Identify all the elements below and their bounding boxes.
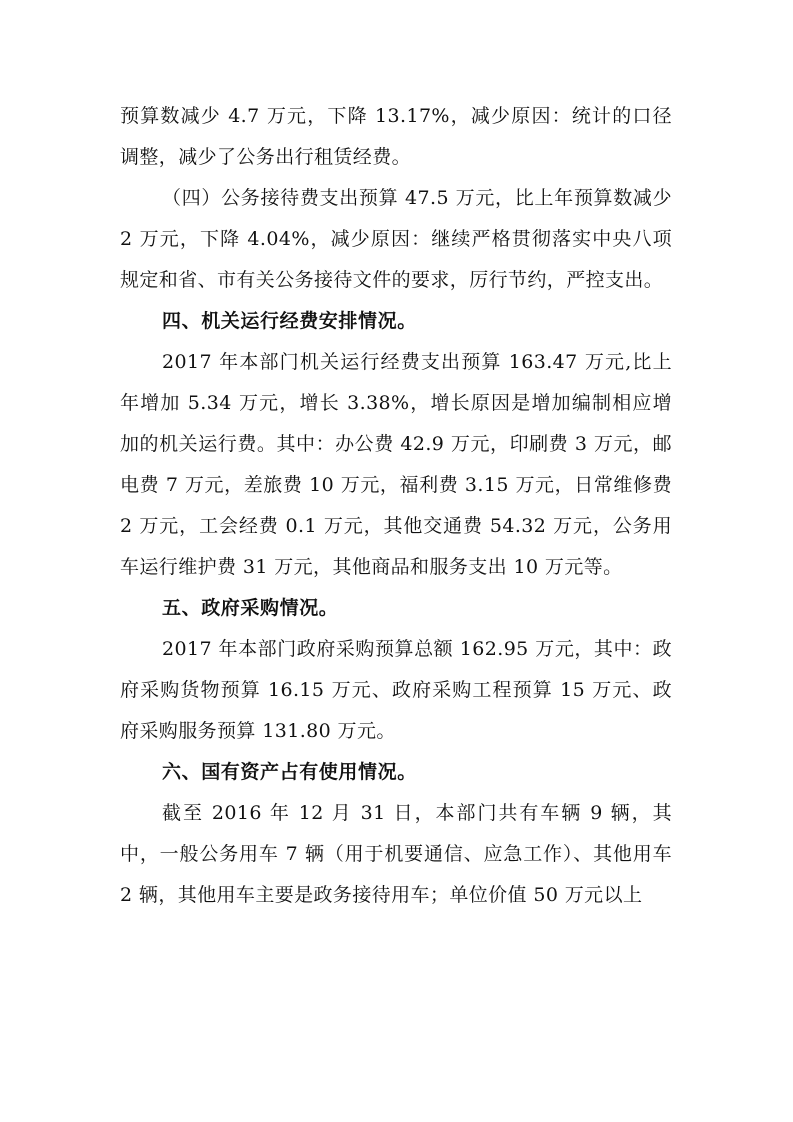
document-body — [120, 96, 672, 916]
paragraph-travel-rental-reduction: 预算数减少 4.7 万元，下降 13.17%，减少原因：统计的口径调整，减少了公务出行租赁经费。 — [120, 105, 672, 168]
paragraph-state-assets: 截至 2016 年 12 月 31 日，本部门共有车辆 9 辆，其中，一般公务用车 7 辆（用于机要通信、应急工作）、其他用车 2 辆，其他用车主要是政务接待用车；单位价值 50 万元以上 — [120, 802, 672, 906]
paragraph-operating-expenses: 2017 年本部门机关运行经费支出预算 163.47 万元,比上年增加 5.34 万元，增长 3.38%，增长原因是增加编制相应增加的机关运行费。其中：办公费 42.9 万元，印刷费 3 万元，邮电费 7 万元，差旅费 10 万元，福利费 3.15 万元，日常维修费 2 万元，工会经费 0.1 万元，其他交通费 54.32 万元，公务用车运行维护费 31 万元，其他商品和服务支出 10 万元等。 — [120, 351, 672, 578]
section-heading-government-procurement: 五、政府采购情况。 — [162, 597, 339, 619]
section-heading-operating-expenses: 四、机关运行经费安排情况。 — [162, 310, 417, 332]
paragraph-government-procurement: 2017 年本部门政府采购预算总额 162.95 万元，其中：政府采购货物预算 16.15 万元、政府采购工程预算 15 万元、政府采购服务预算 131.80 万元。 — [120, 638, 672, 742]
paragraph-reception-expenses: （四）公务接待费支出预算 47.5 万元，比上年预算数减少 2 万元，下降 4.04%，减少原因：继续严格贯彻落实中央八项规定和省、市有关公务接待文件的要求，厉行节约，严控支出。 — [120, 187, 672, 291]
section-heading-state-assets: 六、国有资产占有使用情况。 — [162, 761, 417, 783]
